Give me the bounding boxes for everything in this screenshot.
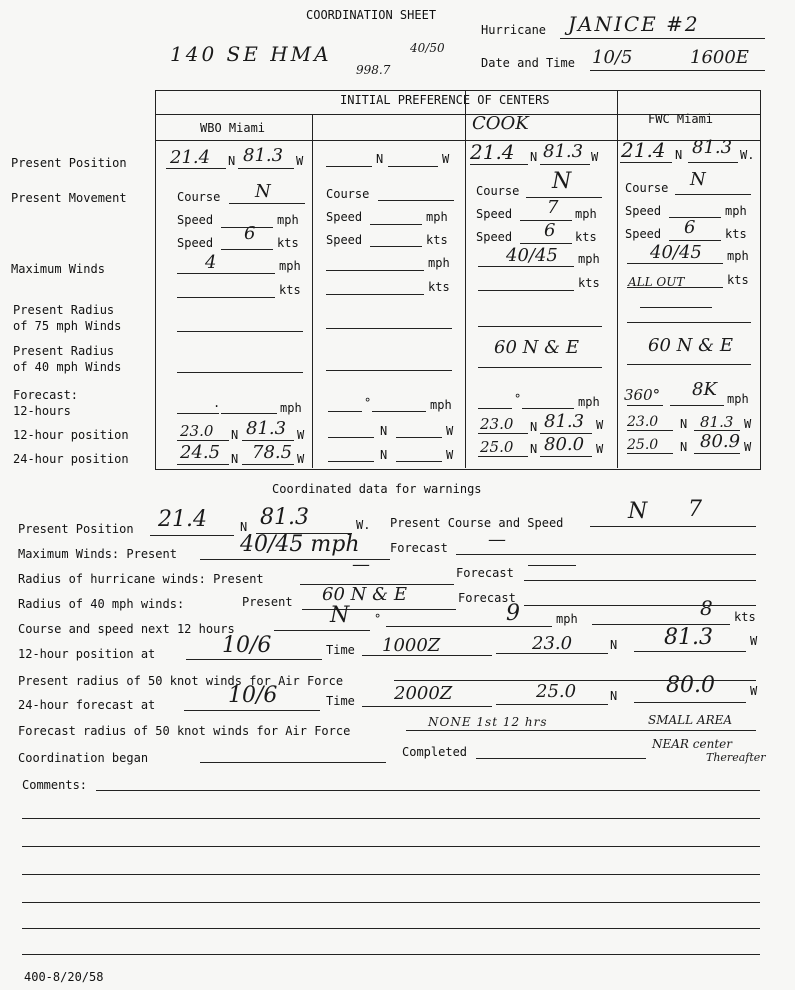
fwc-radius40[interactable]: 60 N & E (648, 335, 733, 356)
comments-label: Comments: (22, 778, 88, 792)
fwc-max-mph[interactable]: 40/45 (650, 242, 702, 263)
cook-max-mph[interactable]: 40/45 (506, 245, 558, 266)
note-sub: 998.7 (356, 63, 391, 77)
coord-fc24-lon[interactable]: 80.0 (666, 673, 715, 698)
row-24hr-position: 24-hour position (13, 452, 129, 466)
coord-pos12-date[interactable]: 10/6 (222, 633, 272, 658)
row-12hr-position: 12-hour position (13, 428, 129, 442)
coord-speed-next-kts[interactable]: 8 (700, 596, 713, 620)
coord-pos12-label: 12-hour position at (18, 647, 156, 661)
fwc-pos12-lat[interactable]: 23.0 (627, 414, 659, 430)
coord-course-next-label: Course and speed next 12 hours (18, 622, 235, 636)
cook-pos24-lon[interactable]: 80.0 (544, 434, 585, 455)
row-radius75-line1: Present Radius (13, 303, 115, 317)
coord-maxwinds-forecast-label: Forecast (390, 541, 448, 555)
coord-speed-next-mph[interactable]: 9 (506, 601, 520, 626)
hurricane-label: Hurricane (481, 23, 547, 37)
cook-speed-kts[interactable]: 6 (544, 220, 556, 241)
col-divider-3 (617, 90, 618, 468)
wbo-pos12-lon[interactable]: 81.3 (246, 418, 287, 439)
wbo-lon[interactable]: 81.3 (243, 145, 284, 166)
fwc-course[interactable]: N (690, 169, 706, 190)
cook-speed-mph[interactable]: 7 (547, 197, 559, 218)
coord-fc-radius50-label: Forecast radius of 50 knot winds for Air Force (18, 724, 351, 738)
coord-completed-field[interactable] (476, 758, 646, 759)
coord-radius50-label: Present radius of 50 knot winds for Air Force (18, 674, 344, 688)
fwc-max-kts[interactable]: ALL OUT (628, 275, 685, 289)
row-radius40-line1: Present Radius (13, 344, 115, 358)
coordinated-title: Coordinated data for warnings (272, 482, 482, 496)
fwc-lat[interactable]: 21.4 (621, 138, 666, 162)
coord-fc24-time[interactable]: 2000Z (394, 683, 453, 704)
coord-fc24-date[interactable]: 10/6 (228, 683, 278, 708)
col-cook: COOK (472, 113, 529, 134)
coord-radius40-label: Radius of 40 mph winds: (18, 597, 185, 611)
coord-maxwinds-forecast[interactable]: — (488, 529, 506, 550)
col-divider-1 (312, 114, 313, 468)
wbo-lat[interactable]: 21.4 (170, 147, 211, 168)
header-divider (155, 140, 761, 141)
row-present-position: Present Position (11, 156, 127, 170)
col-divider-2 (465, 90, 466, 468)
coord-radius40-present[interactable]: 60 N & E (322, 584, 407, 605)
table-title: INITIAL PREFERENCE OF CENTERS (340, 93, 550, 107)
coord-course[interactable]: N (628, 499, 648, 524)
row-radius40-line2: of 40 mph Winds (13, 360, 122, 374)
coord-maxwinds-present[interactable]: 40/45 mph (240, 532, 360, 557)
fwc-lon[interactable]: 81.3 (692, 137, 733, 158)
coord-radius-hurricane-present[interactable]: — (352, 554, 370, 575)
coord-fc-radius50-value4[interactable]: Thereafter (706, 751, 766, 764)
cook-radius40[interactable]: 60 N & E (494, 337, 579, 358)
fwc-pos24-lat[interactable]: 25.0 (627, 437, 659, 453)
coord-maxwinds-label: Maximum Winds: Present (18, 547, 177, 561)
coord-fc-radius50-value[interactable]: NONE 1st 12 hrs (428, 715, 548, 729)
coord-pos12-time[interactable]: 1000Z (382, 635, 441, 656)
coord-fc24-label: 24-hour forecast at (18, 698, 156, 712)
cook-lon[interactable]: 81.3 (543, 141, 584, 162)
coord-began-label: Coordination began (18, 751, 149, 765)
row-maximum-winds: Maximum Winds (11, 262, 105, 276)
wbo-course[interactable]: N (255, 181, 271, 202)
coord-fc24-lat[interactable]: 25.0 (536, 681, 577, 702)
coord-course-next[interactable]: N (330, 603, 350, 628)
coord-speed[interactable]: 7 (688, 497, 702, 522)
wbo-pos24-lon[interactable]: 78.5 (252, 442, 293, 463)
coord-course-speed-label: Present Course and Speed (390, 516, 564, 530)
coord-radius-hurricane-label: Radius of hurricane winds: Present (18, 572, 264, 586)
note-main: 140 SE HMA (170, 42, 332, 66)
col-fwc-miami: FWC Miami (648, 112, 714, 126)
wbo-max-mph[interactable]: 4 (205, 252, 217, 273)
note-sup: 40/50 (410, 41, 445, 55)
col-wbo-miami: WBO Miami (200, 121, 266, 135)
coord-pos12-lat[interactable]: 23.0 (532, 633, 573, 654)
coord-fc-radius50-value2[interactable]: SMALL AREA (648, 713, 733, 727)
form-code: 400-8/20/58 (24, 970, 104, 984)
cook-pos12-lon[interactable]: 81.3 (544, 411, 585, 432)
fwc-pos12-lon[interactable]: 81.3 (700, 413, 734, 431)
hurricane-line (560, 38, 765, 39)
time-value[interactable]: 1600E (690, 47, 749, 68)
hurricane-value[interactable]: JANICE #2 (568, 12, 700, 36)
row-radius75-line2: of 75 mph Winds (13, 319, 122, 333)
date-value[interactable]: 10/5 (592, 47, 633, 68)
datetime-line (590, 70, 765, 71)
datetime-label: Date and Time (481, 56, 575, 70)
fwc-pos24-lon[interactable]: 80.9 (700, 431, 741, 452)
coord-position-label: Present Position (18, 522, 134, 536)
row-present-movement: Present Movement (11, 191, 127, 205)
cook-pos24-lat[interactable]: 25.0 (480, 438, 514, 456)
coord-pos12-lon[interactable]: 81.3 (664, 625, 713, 650)
cook-course[interactable]: N (552, 169, 572, 194)
fwc-speed-kts[interactable]: 6 (684, 217, 696, 238)
wbo-pos12-lat[interactable]: 23.0 (180, 422, 214, 440)
coord-began-field[interactable] (200, 762, 386, 763)
sheet-title: COORDINATION SHEET (306, 8, 437, 22)
coord-pos-lat[interactable]: 21.4 (158, 507, 207, 532)
fwc-forecast-dir[interactable]: 360° (624, 386, 661, 404)
row-forecast-line1: Forecast: (13, 388, 79, 402)
row-forecast-line2: 12-hours (13, 404, 71, 418)
cook-lat[interactable]: 21.4 (470, 140, 515, 164)
wbo-speed-kts[interactable]: 6 (244, 223, 256, 244)
coord-completed-label: Completed (402, 745, 468, 759)
coord-pos-lon[interactable]: 81.3 (260, 505, 309, 530)
wbo-pos24-lat[interactable]: 24.5 (180, 442, 221, 463)
coord-fc-radius50-value3[interactable]: NEAR center (652, 737, 732, 751)
cook-pos12-lat[interactable]: 23.0 (480, 415, 514, 433)
fwc-forecast-speed[interactable]: 8K (692, 379, 717, 400)
